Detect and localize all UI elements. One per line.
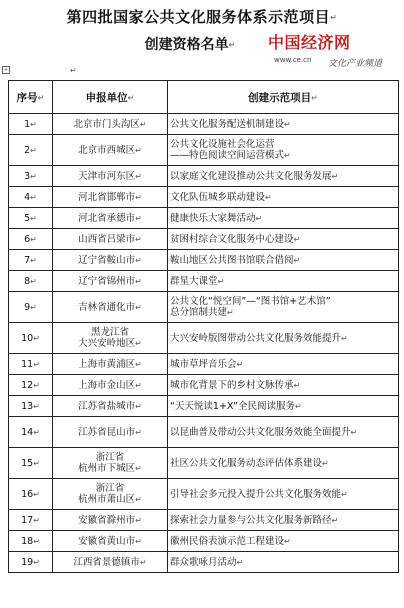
row-project: 群众歌咏月活动↵ (168, 552, 399, 573)
table-row (9, 552, 399, 573)
table-row (9, 292, 399, 323)
row-unit: 山西省吕梁市↵ (53, 229, 168, 250)
row-number: 5↵ (9, 208, 53, 229)
row-number: 4↵ (9, 187, 53, 208)
row-number: 8↵ (9, 271, 53, 292)
row-unit: 江苏省昆山市↵ (53, 417, 168, 448)
logo-name: 中国经济网 (268, 33, 351, 52)
logo-subtitle: 文化产业频道 (328, 59, 383, 69)
row-number: 9↵ (9, 292, 53, 323)
table-row (9, 135, 399, 166)
row-project: 健康快乐大家舞活动↵ (168, 208, 399, 229)
row-unit: 吉林省通化市↵ (53, 292, 168, 323)
row-project: 鞍山地区公共图书馆联合借阅↵ (168, 250, 399, 271)
header-project: 创建示范项目↵ (168, 81, 399, 114)
table-row (9, 323, 399, 354)
row-unit: 浙江省 杭州市下城区↵ (53, 448, 168, 479)
table-body (9, 114, 399, 573)
table-row (9, 229, 399, 250)
header-unit: 申报单位↵ (53, 81, 168, 114)
row-unit: 浙江省 杭州市萧山区↵ (53, 479, 168, 510)
table-header-row (9, 81, 399, 114)
row-project: “天天悦读1+X”全民阅读服务↵ (168, 396, 399, 417)
row-number: 13↵ (9, 396, 53, 417)
row-project: 引导社会多元投入提升公共文化服务效能↵ (168, 479, 399, 510)
table-row (9, 208, 399, 229)
row-project: 文化队伍城乡联动建设↵ (168, 187, 399, 208)
row-unit: 江西省景德镇市↵ (53, 552, 168, 573)
row-unit: 北京市门头沟区↵ (53, 114, 168, 135)
table-row (9, 531, 399, 552)
row-unit: 河北省承德市↵ (53, 208, 168, 229)
row-unit: 安徽省滁州市↵ (53, 510, 168, 531)
table-row (9, 510, 399, 531)
row-number: 16↵ (9, 479, 53, 510)
row-unit: 上海市黄浦区↵ (53, 354, 168, 375)
table-row (9, 271, 399, 292)
row-project: 群星大课堂↵ (168, 271, 399, 292)
row-project: 城市化背景下的乡村文脉传承↵ (168, 375, 399, 396)
row-number: 15↵ (9, 448, 53, 479)
row-project: 公共文化设施社会化运营 ——特色阅读空间运营模式↵ (168, 135, 399, 166)
row-number: 11↵ (9, 354, 53, 375)
row-number: 19↵ (9, 552, 53, 573)
site-logo (268, 30, 402, 74)
table-row (9, 114, 399, 135)
header-number: 序号↵ (9, 81, 53, 114)
table-row (9, 166, 399, 187)
row-number: 14↵ (9, 417, 53, 448)
document-title-line2: 创建资格名单↵ (144, 37, 236, 53)
row-number: 17↵ (9, 510, 53, 531)
row-project: 公共文化服务配送机制建设↵ (168, 114, 399, 135)
table-row (9, 448, 399, 479)
document-title-line1: 第四批国家公共文化服务体系示范项目↵ (66, 8, 338, 26)
row-number: 18↵ (9, 531, 53, 552)
row-project: 探索社会力量参与公共文化服务新路径↵ (168, 510, 399, 531)
row-number: 10↵ (9, 323, 53, 354)
row-number: 1↵ (9, 114, 53, 135)
row-project: 大兴安岭版图带动公共文化服务效能提升↵ (168, 323, 399, 354)
table-row (9, 187, 399, 208)
row-unit: 安徽省黄山市↵ (53, 531, 168, 552)
row-unit: 辽宁省锦州市↵ (53, 271, 168, 292)
row-unit: 上海市金山区↵ (53, 375, 168, 396)
row-project: 以家庭文化建设推动公共文化服务发展↵ (168, 166, 399, 187)
row-unit: 北京市西城区↵ (53, 135, 168, 166)
row-unit: 黑龙江省 大兴安岭地区↵ (53, 323, 168, 354)
row-number: 7↵ (9, 250, 53, 271)
row-unit: 江苏省盐城市↵ (53, 396, 168, 417)
table-row (9, 375, 399, 396)
row-project: 徽州民俗表演示范工程建设↵ (168, 531, 399, 552)
qualification-table (8, 80, 399, 573)
row-project: 社区公共文化服务动态评估体系建设↵ (168, 448, 399, 479)
row-project: 公共文化“悦空间”—“图书馆+艺术馆” 总分馆制共建↵ (168, 292, 399, 323)
table-row (9, 250, 399, 271)
paragraph-mark: ↵ (70, 66, 77, 75)
row-unit: 天津市河东区↵ (53, 166, 168, 187)
table-anchor-icon[interactable]: + (3, 67, 9, 73)
row-project: 以昆曲普及带动公共文化服务效能全面提升↵ (168, 417, 399, 448)
logo-url: www.ce.cn (274, 56, 312, 64)
row-number: 6↵ (9, 229, 53, 250)
table-row (9, 396, 399, 417)
row-number: 3↵ (9, 166, 53, 187)
table-row (9, 479, 399, 510)
row-project: 贫困村综合文化服务中心建设↵ (168, 229, 399, 250)
row-number: 12↵ (9, 375, 53, 396)
row-unit: 辽宁省鞍山市↵ (53, 250, 168, 271)
table-row (9, 354, 399, 375)
table-row (9, 417, 399, 448)
row-project: 城市草坪音乐会↵ (168, 354, 399, 375)
row-unit: 河北省邯郸市↵ (53, 187, 168, 208)
row-number: 2↵ (9, 135, 53, 166)
